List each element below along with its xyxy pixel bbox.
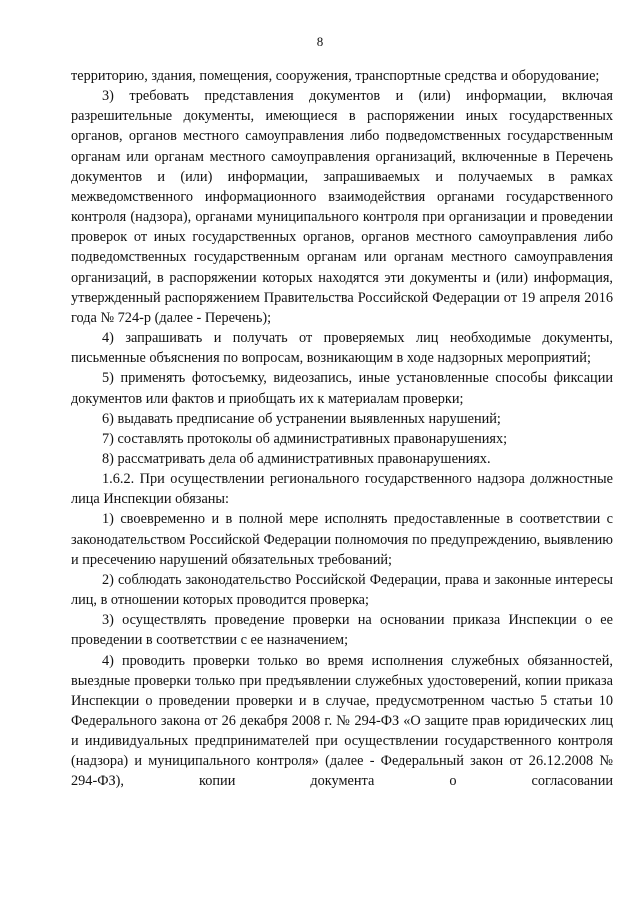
paragraph-duty-1: 1) своевременно и в полной мере исполнять предоставленные в соответствии с законодательством Российской Федерации полномочия по предупреждению, выявлению и пресечению нарушений обязательных требований; (71, 511, 613, 568)
paragraph-item-4-explanations: 4) запрашивать и получать от проверяемых лиц необходимые документы, письменные объяснения по вопросам, возникающим в ходе надзорных мероприятий; (71, 330, 613, 367)
paragraph-item-8-cases: 8) рассматривать дела об административных правонарушениях. (102, 450, 491, 467)
paragraph-item-3-documents: 3) требовать представления документов и (или) информации, включая разрешительные документы, имеющиеся в распоряжении иных государственных органов, органов местного самоуправления либо подведомственных государственным органам или органам местного самоуправления организаций, включенные в Перечень документов и (или) информации, запрашиваемых и получаемых в рамках межведомственного информационного взаимодействия органами государственного контроля (надзора), органами муниципального контроля при организации и проведении проверок от иных государственных органов, органов местного самоуправления либо подведомственных государственным органам или органам местного самоуправления организаций, в распоряжении которых находятся эти документы и (или) информация, утвержденный распоряжением Правительства Российской Федерации от 19 апреля 2016 года № 724-р (далее - Перечень); (71, 88, 613, 326)
paragraph-duty-3: 3) осуществлять проведение проверки на основании приказа Инспекции о ее проведении в соответствии с ее назначением; (71, 612, 613, 649)
paragraph-section-1-6-2: 1.6.2. При осуществлении регионального государственного надзора должностные лица Инспекции обязаны: (71, 471, 613, 508)
document-body (71, 66, 613, 792)
page-number: 8 (316, 34, 324, 49)
paragraph-item-5-photo: 5) применять фотосъемку, видеозапись, иные установленные способы фиксации документов или фактов и приобщать их к материалам проверки; (71, 370, 613, 407)
paragraph-item-6-prescription: 6) выдавать предписание об устранении выявленных нарушений; (102, 410, 501, 427)
paragraph-duty-2: 2) соблюдать законодательство Российской Федерации, права и законные интересы лиц, в отношении которых проводится проверка; (71, 571, 613, 609)
paragraph-territory: территорию, здания, помещения, сооружения, транспортные средства и оборудование; (71, 68, 600, 84)
paragraph-duty-4: 4) проводить проверки только во время исполнения служебных обязанностей, выездные проверки только при предъявлении служебных удостоверений, копии приказа Инспекции о проведении проверки и в случае, предусмотренном частью 5 статьи 10 Федерального закона от 26 декабря 2008 г. № 294-ФЗ «О защите прав юридических лиц и индивидуальных предпринимателей при осуществлении государственного контроля (надзора) и муниципального контроля» (далее - Федеральный закон от 26.12.2008 № 294-ФЗ), копии документа о согласовании (71, 652, 613, 790)
paragraph-item-7-protocols: 7) составлять протоколы об административных правонарушениях; (102, 430, 508, 447)
